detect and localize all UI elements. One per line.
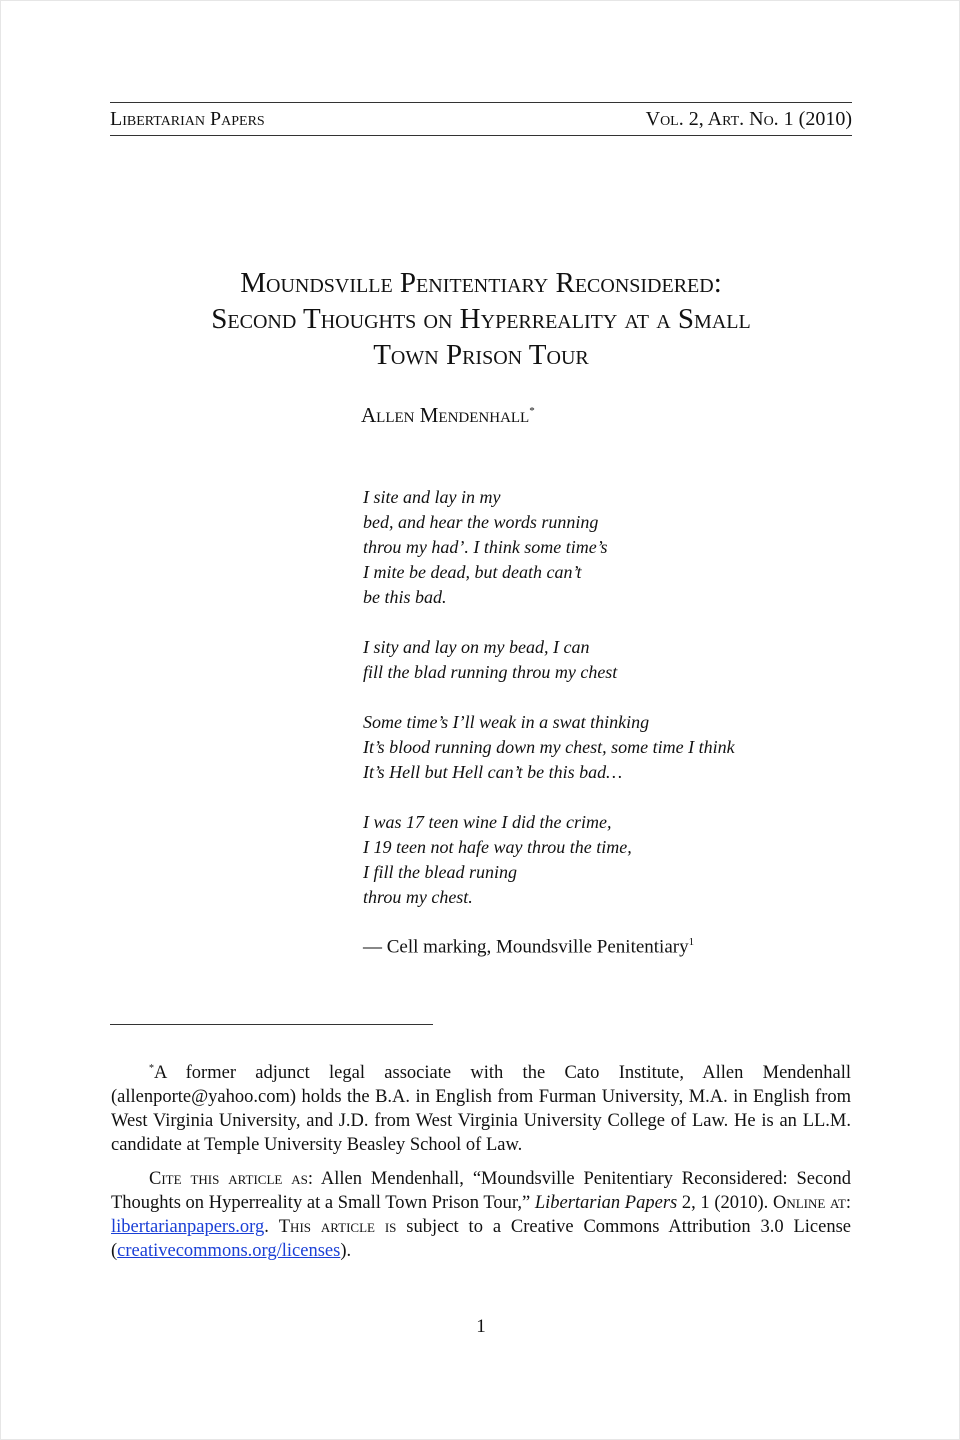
article-label: This article is — [278, 1217, 397, 1238]
poem-line: I fill the blead runing — [363, 862, 517, 882]
page-number: 1 — [476, 1316, 486, 1337]
poem-line: bed, and hear the words running — [363, 512, 599, 532]
poem-line: It’s blood running down my chest, some time I think — [363, 737, 735, 757]
poem-line: I mite be dead, but death can’t — [363, 562, 582, 582]
footnotes — [111, 1057, 851, 1273]
poem-line: be this bad. — [363, 587, 447, 607]
epigraph-poem — [363, 485, 735, 935]
poem-line: I 19 teen not hafe way throu the time, — [363, 837, 632, 857]
online-label: Online at — [772, 1193, 846, 1214]
title-line: Town Prison Tour — [373, 339, 589, 371]
poem-line: throu my had’. I think some time’s — [363, 537, 608, 557]
journal-name: Libertarian Papers — [110, 107, 265, 130]
license-end: ). — [340, 1241, 352, 1262]
cite-tail: 2, 1 (2010). — [677, 1193, 773, 1214]
author-footnote-marker[interactable]: * — [529, 405, 535, 417]
poem-line: I was 17 teen wine I did the crime, — [363, 812, 612, 832]
footnote-divider — [110, 1024, 433, 1025]
cite-journal: Libertarian Papers — [534, 1193, 678, 1214]
creativecommons-link[interactable]: creativecommons.org/licenses — [117, 1241, 341, 1262]
cite-label: Cite this article as — [149, 1169, 308, 1190]
poem-stanza — [363, 710, 735, 785]
epigraph-attribution — [363, 936, 694, 958]
poem-line: throu my chest. — [363, 887, 473, 907]
citation-note: Cite this article as: Allen Mendenhall, “Moundsville Penitentiary Reconsidered: Second Thoughts on Hyperreality at a Small Town Prison Tour,” Libertarian Papers 2, 1 (2010). Online at: libertarianpapers.org. This article is subject to a Creative Commons Attribution 3.0 License (creativecommons.org/licenses). — [111, 1169, 851, 1262]
poem-line: It’s Hell but Hell can’t be this bad… — [363, 762, 623, 782]
poem-line: I site and lay in my — [363, 487, 501, 507]
cite-text: : Allen Mendenhall, “Moundsville Penitentiary Reconsidered: Second Thoughts on Hyperreality at a Small Town Prison Tour,” — [111, 1169, 851, 1214]
attribution-text: — Cell marking, Moundsville Penitentiary — [363, 936, 689, 958]
footnote-marker: * — [149, 1063, 154, 1074]
poem-stanza — [363, 810, 735, 910]
author-note-text: A former adjunct legal associate with the Cato Institute, Allen Mendenhall (allenporte@yahoo.com) holds the B.A. in English from Furman University, M.A. in English from West Virginia University, and J.D. from West Virginia University College of Law. He is an LL.M. candidate at Temple University Beasley School of Law. — [111, 1063, 851, 1156]
poem-line: fill the blad running throu my chest — [363, 662, 618, 682]
author — [361, 403, 535, 428]
poem-line: Some time’s I’ll weak in a swat thinking — [363, 712, 650, 732]
title-line: Moundsville Penitentiary Reconsidered: — [240, 267, 722, 299]
poem-stanza — [363, 635, 735, 685]
article-title — [1, 265, 960, 373]
poem-stanza — [363, 485, 735, 610]
license-text: subject to a Creative Commons Attribution 3.0 License ( — [111, 1217, 851, 1262]
poem-line: I sity and lay on my bead, I can — [363, 637, 590, 657]
running-header — [110, 102, 852, 136]
author-footnote — [111, 1057, 851, 1157]
volume-info: Vol. 2, Art. No. 1 (2010) — [645, 107, 852, 130]
title-line: Second Thoughts on Hyperreality at a Small — [211, 303, 751, 335]
footnote-ref[interactable]: 1 — [688, 936, 695, 948]
libertarianpapers-link[interactable]: libertarianpapers.org — [111, 1217, 265, 1238]
author-name: Allen Mendenhall — [361, 403, 530, 427]
